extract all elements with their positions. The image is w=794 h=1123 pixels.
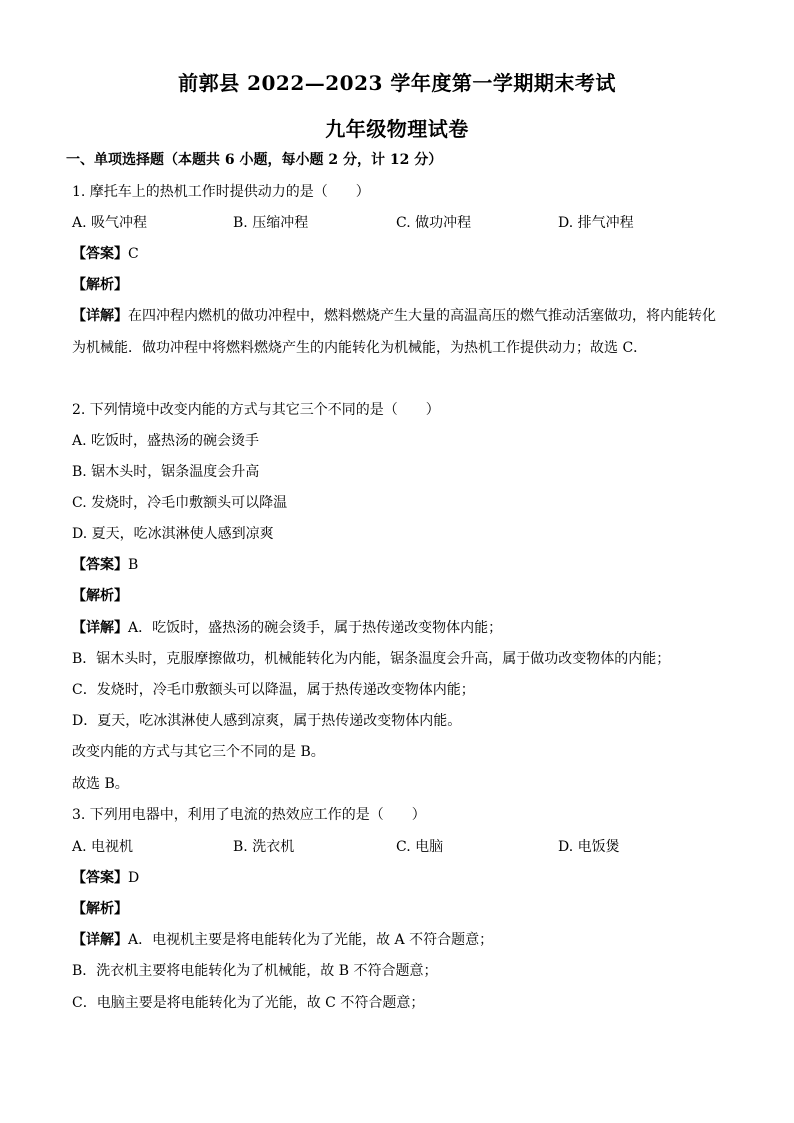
q2-option-c: C. 发烧时，冷毛巾敷额头可以降温: [72, 495, 288, 511]
exam-title: 前郭县 2022—2023 学年度第一学期期末考试: [178, 71, 616, 95]
section-heading: 一、单项选择题（本题共 6 小题，每小题 2 分，计 12 分）: [66, 152, 443, 168]
q1-detail-line2: 为机械能．做功冲程中将燃料燃烧产生的内能转化为机械能，为热机工作提供动力；故选 C．: [72, 340, 648, 356]
q3-detail-line3: C．电脑主要是将电能转化为了光能，故 C 不符合题意；: [72, 995, 425, 1011]
detail-tag: 【详解】: [72, 308, 128, 324]
q3-answer: D: [128, 870, 140, 886]
detail-tag: 【详解】: [72, 932, 128, 948]
q2-detail-line3: C．发烧时，冷毛巾敷额头可以降温，属于热传递改变物体内能；: [72, 682, 475, 698]
q3-option-a: A. 电视机: [72, 839, 134, 855]
q2-stem: 2. 下列情境中改变内能的方式与其它三个不同的是（ ）: [72, 402, 440, 418]
q2-analysis-tag: 【解析】: [72, 588, 128, 604]
answer-tag: 【答案】: [72, 870, 128, 886]
q1-option-a: A. 吸气冲程: [72, 215, 148, 231]
q1-detail-line1: [72, 307, 716, 325]
q2-option-a: A. 吃饭时，盛热汤的碗会烫手: [72, 433, 260, 449]
q3-answer-line: [72, 869, 139, 887]
q2-detail-text1: A．吃饭时，盛热汤的碗会烫手，属于热传递改变物体内能；: [128, 620, 503, 636]
q2-detail-line2: B．锯木头时，克服摩擦做功，机械能转化为内能，锯条温度会升高，属于做功改变物体的内能；: [72, 651, 671, 667]
q1-analysis-tag: 【解析】: [72, 277, 128, 293]
q2-detail-line1: [72, 619, 502, 637]
exam-subtitle: 九年级物理试卷: [325, 117, 469, 141]
q1-option-d: D. 排气冲程: [558, 215, 634, 231]
q1-detail-text1: 在四冲程内燃机的做功冲程中，燃料燃烧产生大量的高温高压的燃气推动活塞做功，将内能转化: [128, 308, 716, 324]
q1-answer: C: [128, 246, 139, 262]
q1-option-b: B. 压缩冲程: [233, 215, 309, 231]
detail-tag: 【详解】: [72, 620, 128, 636]
q2-detail-line4: D．夏天，吃冰淇淋使人感到凉爽，属于热传递改变物体内能。: [72, 713, 462, 729]
q3-detail-text1: A．电视机主要是将电能转化为了光能，故 A 不符合题意；: [128, 932, 494, 948]
q3-analysis-tag: 【解析】: [72, 901, 128, 917]
q3-detail-line2: B．洗衣机主要将电能转化为了机械能，故 B 不符合题意；: [72, 963, 438, 979]
q1-option-c: C. 做功冲程: [396, 215, 472, 231]
q1-stem: 1. 摩托车上的热机工作时提供动力的是（ ）: [72, 184, 370, 200]
answer-tag: 【答案】: [72, 246, 128, 262]
q3-option-d: D. 电饭煲: [558, 839, 620, 855]
answer-tag: 【答案】: [72, 557, 128, 573]
q1-answer-line: [72, 245, 139, 263]
q2-answer: B: [128, 557, 139, 573]
q3-option-b: B. 洗衣机: [233, 839, 295, 855]
q2-option-b: B. 锯木头时，锯条温度会升高: [72, 464, 260, 480]
q2-answer-line: [72, 556, 138, 574]
q2-detail-line6: 故选 B。: [72, 776, 129, 792]
q2-option-d: D. 夏天，吃冰淇淋使人感到凉爽: [72, 526, 274, 542]
q3-detail-line1: [72, 931, 493, 949]
q3-stem: 3. 下列用电器中，利用了电流的热效应工作的是（ ）: [72, 807, 426, 823]
q3-option-c: C. 电脑: [396, 839, 444, 855]
q2-detail-line5: 改变内能的方式与其它三个不同的是 B。: [72, 744, 325, 760]
